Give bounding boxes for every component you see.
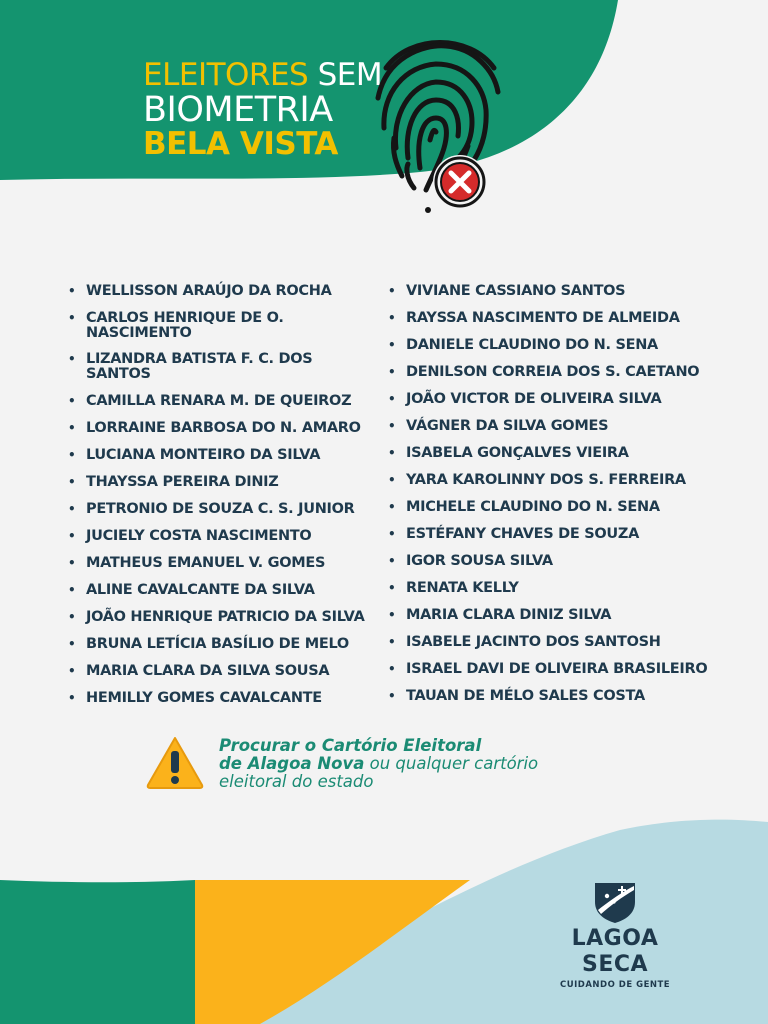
notice-line1: Procurar o Cartório Eleitoral — [219, 736, 482, 755]
fingerprint-icon — [370, 28, 510, 218]
list-item: • CARLOS HENRIQUE DE O. NASCIMENTO — [68, 311, 368, 341]
title-word-sem: SEM — [317, 57, 383, 93]
voter-list-right — [388, 284, 718, 716]
list-item: • MATHEUS EMANUEL V. GOMES — [68, 556, 368, 571]
list-item: • DENILSON CORREIA DOS S. CAETANO — [388, 365, 718, 380]
list-item: • ISABELE JACINTO DOS SANTOSH — [388, 635, 718, 650]
list-item: • MARIA CLARA DINIZ SILVA — [388, 608, 718, 623]
logo-tagline: CUIDANDO DE GENTE — [560, 980, 671, 990]
list-item: • JOÃO VICTOR DE OLIVEIRA SILVA — [388, 392, 718, 407]
list-item: • RENATA KELLY — [388, 581, 718, 596]
list-item: • ESTÉFANY CHAVES DE SOUZA — [388, 527, 718, 542]
warning-triangle-icon — [146, 735, 204, 789]
list-item: • ALINE CAVALCANTE DA SILVA — [68, 583, 368, 598]
list-item: • THAYSSA PEREIRA DINIZ — [68, 475, 368, 490]
notice-line3: eleitoral do estado — [219, 772, 374, 791]
logo-line1: LAGOA — [571, 926, 659, 951]
notice-line2-bold: de Alagoa Nova — [219, 754, 365, 773]
list-item: • BRUNA LETÍCIA BASÍLIO DE MELO — [68, 637, 368, 652]
list-item: • LIZANDRA BATISTA F. C. DOS SANTOS — [68, 352, 368, 382]
list-item: • PETRONIO DE SOUZA C. S. JUNIOR — [68, 502, 368, 517]
title-line-biometria: BIOMETRIA — [143, 90, 333, 130]
list-item: • WELLISSON ARAÚJO DA ROCHA — [68, 284, 368, 299]
list-item: • MICHELE CLAUDINO DO N. SENA — [388, 500, 718, 515]
list-item: • LUCIANA MONTEIRO DA SILVA — [68, 448, 368, 463]
list-item: • LORRAINE BARBOSA DO N. AMARO — [68, 421, 368, 436]
list-item: • YARA KAROLINNY DOS S. FERREIRA — [388, 473, 718, 488]
crest-icon — [592, 880, 638, 924]
list-item: • VIVIANE CASSIANO SANTOS — [388, 284, 718, 299]
x-circle-icon — [433, 155, 487, 209]
lagoa-seca-logo — [560, 880, 670, 990]
list-item: • TAUAN DE MÉLO SALES COSTA — [388, 689, 718, 704]
logo-line2: SECA — [581, 952, 649, 977]
voter-list-left — [68, 284, 368, 718]
footer-green-shape — [0, 880, 195, 1024]
notice-text — [219, 737, 538, 791]
title-word-eleitores: ELEITORES — [143, 57, 309, 93]
list-item: • JOÃO HENRIQUE PATRICIO DA SILVA — [68, 610, 368, 625]
list-item: • IGOR SOUSA SILVA — [388, 554, 718, 569]
list-item: • MARIA CLARA DA SILVA SOUSA — [68, 664, 368, 679]
title-line-bela-vista: BELA VISTA — [143, 126, 338, 162]
list-item: • DANIELE CLAUDINO DO N. SENA — [388, 338, 718, 353]
list-item: • CAMILLA RENARA M. DE QUEIROZ — [68, 394, 368, 409]
list-item: • ISRAEL DAVI DE OLIVEIRA BRASILEIRO — [388, 662, 718, 677]
page-title — [143, 57, 383, 162]
list-item: • ISABELA GONÇALVES VIEIRA — [388, 446, 718, 461]
list-item: • VÁGNER DA SILVA GOMES — [388, 419, 718, 434]
list-item: • RAYSSA NASCIMENTO DE ALMEIDA — [388, 311, 718, 326]
list-item: • JUCIELY COSTA NASCIMENTO — [68, 529, 368, 544]
fingerprint-dot — [425, 207, 431, 213]
notice-line2-rest: ou qualquer cartório — [364, 754, 539, 773]
list-item: • HEMILLY GOMES CAVALCANTE — [68, 691, 368, 706]
